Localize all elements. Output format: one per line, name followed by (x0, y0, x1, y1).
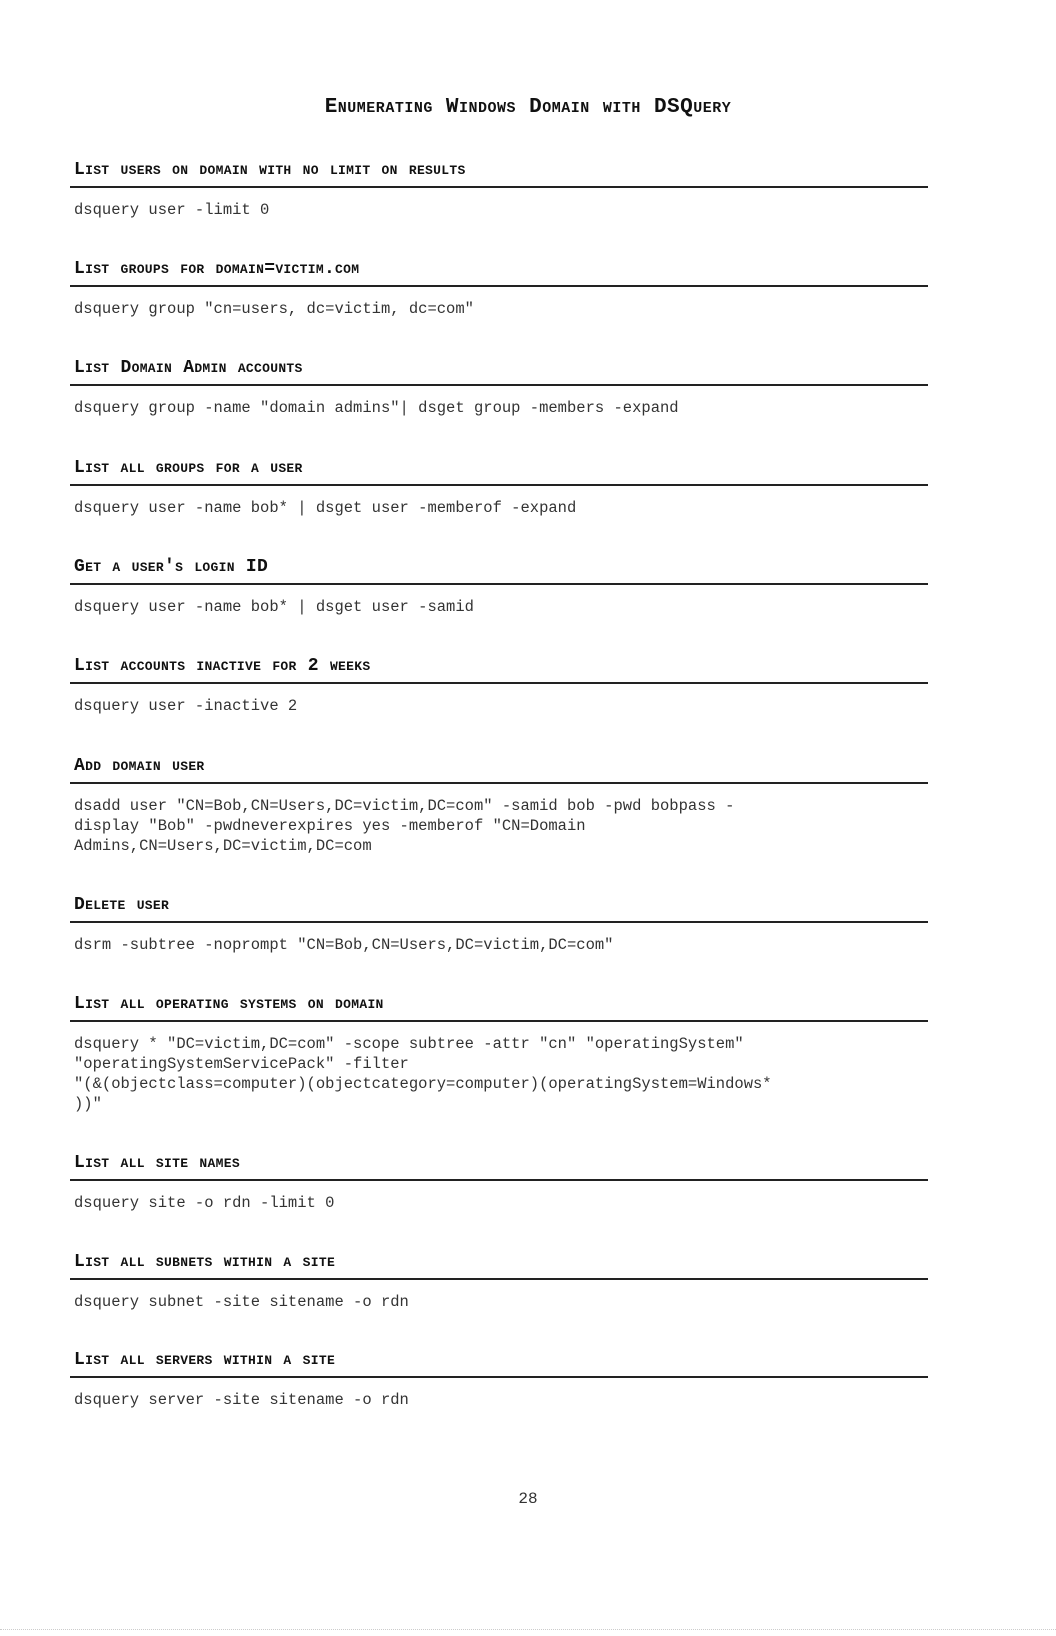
section-heading: List all subnets within a site (74, 1252, 336, 1272)
section-divider (70, 682, 928, 684)
code-block: dsquery * "DC=victim,DC=com" -scope subtree -attr "cn" "operatingSystem" "operatingSystemServicePack" -filter "(&(objectclass=computer)(objectcategory=computer)(operatingSystem=Windows* ))" (74, 1035, 772, 1113)
section-heading: List all groups for a user (74, 458, 303, 478)
code-block: dsquery user -name bob* | dsget user -samid (74, 598, 474, 616)
section-servers (70, 1348, 928, 1410)
section-heading: List groups for domain=victim.com (74, 259, 360, 279)
section-login-id (70, 555, 928, 617)
section-list-users (70, 158, 928, 220)
section-heading: List all site names (74, 1153, 240, 1173)
section-divider (70, 583, 928, 585)
section-domain-admins (70, 356, 928, 418)
section-divider (70, 921, 928, 923)
section-list-groups (70, 257, 928, 319)
section-heading: Get a user's login ID (74, 557, 269, 577)
section-site-names (70, 1151, 928, 1213)
section-heading: List users on domain with no limit on results (74, 160, 466, 180)
section-heading: List all servers within a site (74, 1350, 336, 1370)
section-heading: List Domain Admin accounts (74, 358, 303, 378)
page-number: 28 (518, 1490, 538, 1508)
section-subnets (70, 1250, 928, 1312)
section-divider (70, 1376, 928, 1378)
code-block: dsquery user -name bob* | dsget user -memberof -expand (74, 499, 577, 517)
section-divider (70, 1278, 928, 1280)
code-block: dsquery group -name "domain admins"| dsget group -members -expand (74, 399, 679, 417)
section-operating-systems (70, 992, 928, 1114)
code-block: dsquery site -o rdn -limit 0 (74, 1194, 335, 1212)
scan-edge (0, 1629, 1056, 1636)
section-divider (70, 384, 928, 386)
code-block: dsquery server -site sitename -o rdn (74, 1391, 409, 1409)
code-block: dsquery user -inactive 2 (74, 697, 298, 715)
section-inactive-accounts (70, 654, 928, 716)
code-block: dsquery subnet -site sitename -o rdn (74, 1293, 409, 1311)
code-block: dsquery group "cn=users, dc=victim, dc=com" (74, 300, 474, 318)
section-divider (70, 1020, 928, 1022)
section-divider (70, 1179, 928, 1181)
page-title: Enumerating Windows Domain with DSQuery (324, 96, 732, 119)
section-user-groups (70, 456, 928, 518)
section-divider (70, 186, 928, 188)
section-delete-user (70, 893, 928, 955)
section-add-user (70, 754, 928, 856)
section-heading: List accounts inactive for 2 weeks (74, 656, 371, 676)
section-divider (70, 285, 928, 287)
section-divider (70, 484, 928, 486)
section-heading: Add domain user (74, 756, 205, 776)
code-block: dsrm -subtree -noprompt "CN=Bob,CN=Users,DC=victim,DC=com" (74, 936, 614, 954)
section-heading: Delete user (74, 895, 170, 915)
code-block: dsadd user "CN=Bob,CN=Users,DC=victim,DC=com" -samid bob -pwd bobpass - display "Bob" -pwdneverexpires yes -memberof "CN=Domain Admins,CN=Users,DC=victim,DC=com (74, 797, 735, 855)
section-divider (70, 782, 928, 784)
code-block: dsquery user -limit 0 (74, 201, 270, 219)
section-heading: List all operating systems on domain (74, 994, 384, 1014)
